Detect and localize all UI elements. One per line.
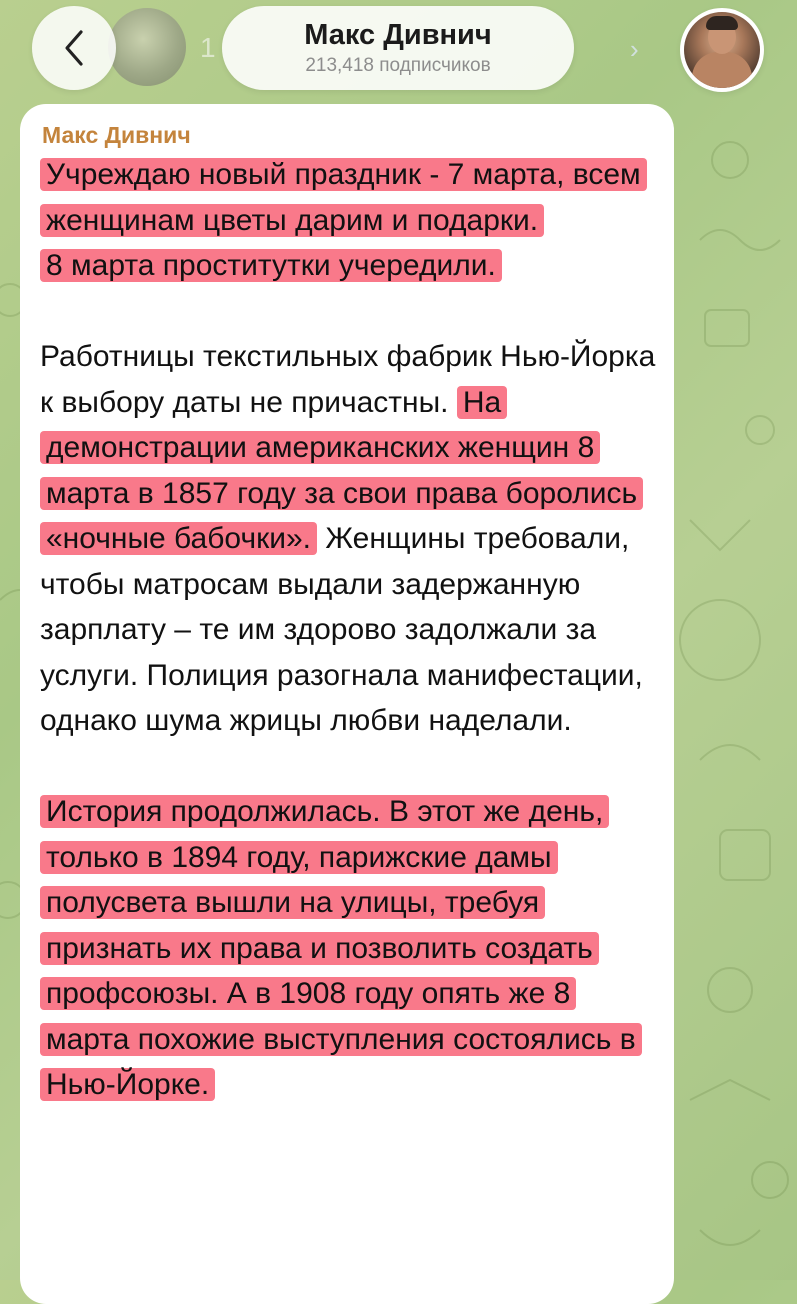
- channel-avatar[interactable]: [680, 8, 764, 92]
- back-button[interactable]: [32, 6, 116, 90]
- background-unread-count: 1: [200, 32, 216, 63]
- highlighted-text: 8 марта проститутки учередили.: [40, 249, 502, 282]
- channel-title-pill[interactable]: [222, 6, 574, 90]
- channel-name: Макс Дивнич: [304, 19, 492, 51]
- message-text: [40, 152, 660, 1108]
- message-paragraph-3: [40, 789, 660, 1108]
- message-bubble[interactable]: [20, 104, 674, 1304]
- highlighted-text: История продолжилась. В этот же день, только в 1894 году, парижские дамы полусвета вышли на улицы, требуя признать их права и позволить создать профсоюзы. А в 1908 году опять же 8 марта похожие выступления состоялись в Нью-Йорке.: [40, 795, 642, 1101]
- highlighted-text: На демонстрации американских женщин 8 марта в 1857 году за свои права боролись «ночные бабочки».: [40, 386, 643, 556]
- chevron-left-icon: [61, 28, 87, 68]
- subscriber-count: 213,418 подписчиков: [305, 55, 491, 76]
- message-sender: Макс Дивнич: [42, 122, 191, 148]
- plain-text: Женщины требовали, чтобы матросам выдали задержанную зарплату – те им здорово задолжали за услуги. Полиция разогнала манифестации, однако шума жрицы любви наделали.: [40, 522, 643, 737]
- avatar-photo: [684, 12, 760, 88]
- chevron-right-icon: ›: [630, 34, 639, 64]
- highlighted-text: Учреждаю новый праздник - 7 марта, всем женщинам цветы дарим и подарки.: [40, 158, 647, 237]
- message-paragraph-2: [40, 334, 660, 744]
- message-paragraph-1: [40, 152, 660, 289]
- background-chat-avatar: [108, 8, 186, 86]
- plain-text: Работницы текстильных фабрик Нью-Йорка к выбору даты не причастны.: [40, 340, 656, 419]
